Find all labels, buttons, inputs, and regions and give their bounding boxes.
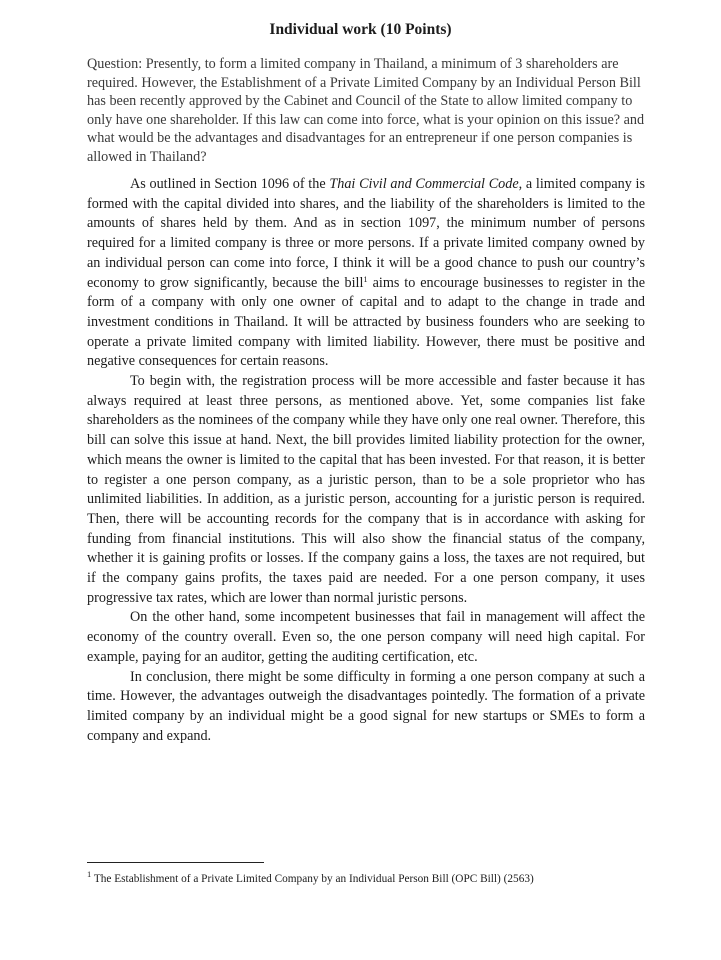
code-name: Thai Civil and Commercial Code bbox=[329, 176, 519, 192]
paragraph-1-part-b: , a limited company is formed with the capital divided into shares, and the liability of the shareholders is limited to the amounts of shares held by them. And as in section 1097, the minimum number of persons required for a limited company is three or more persons. If a private limited company owned by an individual person can come into force, I think it will be a good chance to push our country’s economy to grow significantly, because the bill bbox=[87, 176, 645, 291]
essay-body bbox=[87, 175, 645, 746]
footnote-reference[interactable]: 1 bbox=[363, 273, 368, 284]
paragraph-3: On the other hand, some incompetent businesses that fail in management will affect the economy of the country overall. Even so, the one person company will need high capital. For example, paying for an auditor, getting the auditing certification, etc. bbox=[87, 609, 645, 665]
footnote bbox=[87, 869, 687, 887]
question-text: Question: Presently, to form a limited company in Thailand, a minimum of 3 shareholders are required. However, the Establishment of a Private Limited Company by an Individual Person Bill has been recently approved by the Cabinet and Council of the State to allow limited company to only have one shareholder. If this law can come into force, what is your opinion on this issue? and what would be the advantages and disadvantages for an entrepreneur if one person companies is allowed in Thailand? bbox=[87, 56, 645, 165]
paragraph-4: In conclusion, there might be some difficulty in forming a one person company at such a time. However, the advantages outweigh the disadvantages pointedly. The formation of a private limited company by an individual might be a good signal for new startups or SMEs to form a company and expand. bbox=[87, 668, 645, 744]
footnote-divider bbox=[87, 862, 264, 863]
paragraph-1-part-a: As outlined in Section 1096 of the bbox=[130, 176, 330, 192]
paragraph-2: To begin with, the registration process will be more accessible and faster because it has always required at least three persons, as mentioned above. Yet, some companies list fake shareholders as the nominees of the company while they have only one real owner. Therefore, this bill can solve this issue at hand. Next, the bill provides limited liability protection for the owner, which means the owner is limited to the capital that has been invested. For that reason, it is better to register a one person company, as a juristic person, than to be a sole proprietor who has unlimited liabilities. In addition, as a juristic person, accounting for a juristic person is required. Then, there will be accounting records for the company that is in accordance with asking for funding from financial institutions. This will also show the financial status of the company, whether it is gaining profits or losses. If the company gains a loss, the taxes are not required, but if the company gains profits, the taxes paid are needed. For a one person company, it uses progressive tax rates, which are lower than normal juristic persons. bbox=[87, 373, 645, 606]
paragraph-1-part-c: aims to encourage businesses to register in the form of a company with only one owner of capital and to adapt to the change in trade and investment conditions in Thailand. It will be attracted by business founders who are seeking to operate a private limited company with limited liability. However, there must be positive and negative consequences for certain reasons. bbox=[87, 274, 645, 370]
page-title: Individual work (10 Points) bbox=[269, 21, 452, 38]
paragraph-1 bbox=[87, 175, 645, 372]
footnote-marker: 1 bbox=[87, 869, 92, 879]
footnote-text: The Establishment of a Private Limited Company by an Individual Person Bill (OPC Bill) (2563) bbox=[91, 873, 534, 885]
